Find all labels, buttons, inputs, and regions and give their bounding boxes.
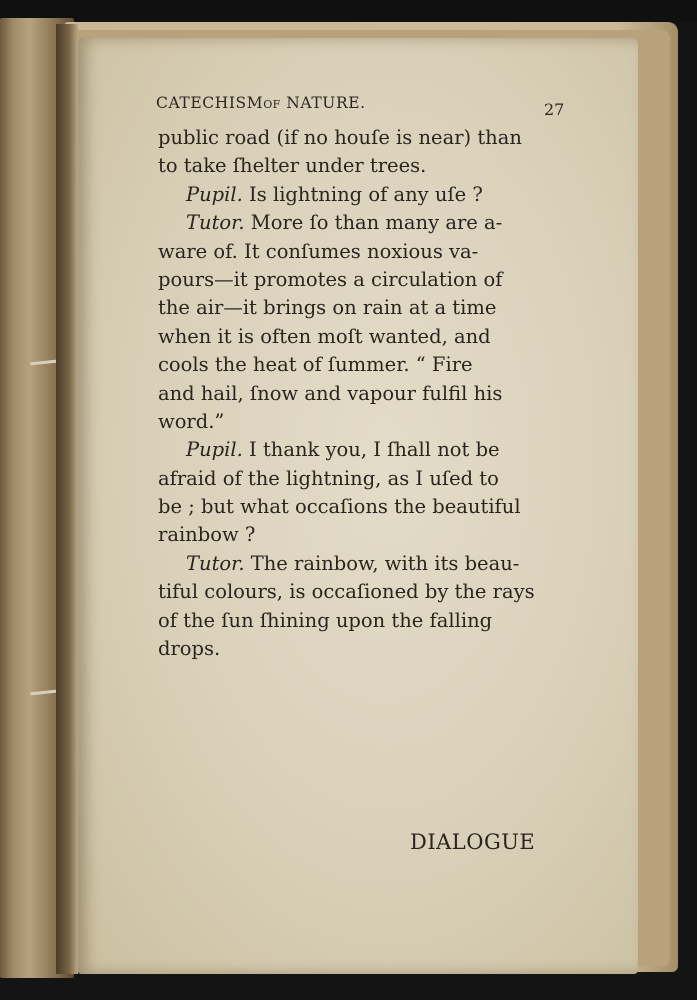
- text-line: [158, 635, 578, 663]
- text-line: [158, 521, 578, 549]
- line-text: of the ſun ſhining upon the falling: [158, 608, 493, 632]
- line-text: and hail, ſnow and vapour fulfil his: [158, 381, 503, 405]
- line-text: More ſo than many are a-: [250, 211, 503, 235]
- page-number: 27: [544, 100, 565, 119]
- line-text: the air—it brings on rain at a time: [158, 296, 497, 320]
- text-line: [158, 181, 578, 209]
- line-text: drops.: [158, 637, 221, 661]
- text-line: [158, 465, 578, 493]
- line-text: The rainbow, with its beau-: [250, 551, 520, 575]
- line-text: to take ſhelter under trees.: [158, 154, 427, 178]
- text-line: [158, 380, 578, 408]
- text-line: [158, 607, 578, 635]
- line-text: when it is often moſt wanted, and: [158, 324, 491, 348]
- text-line: [158, 323, 578, 351]
- page-text: [158, 124, 578, 663]
- line-text: I thank you, I ſhall not be: [249, 438, 500, 462]
- line-text: afraid of the lightning, as I uſed to: [158, 466, 499, 490]
- text-line: [158, 294, 578, 322]
- running-title-main: CATECHISM: [156, 94, 264, 112]
- running-title-of: OF: [263, 98, 281, 111]
- line-text: pours—it promotes a circulation of: [158, 267, 503, 291]
- line-text: word.”: [158, 409, 225, 433]
- catchword: DIALOGUE: [410, 830, 536, 854]
- line-text: tiful colours, is occaſioned by the rays: [158, 580, 535, 604]
- line-text: be ; but what occaſions the beautiful: [158, 495, 521, 519]
- text-line: [158, 238, 578, 266]
- running-title-end: NATURE.: [286, 94, 366, 112]
- background: [0, 0, 697, 22]
- text-line: [158, 550, 578, 578]
- running-head: [156, 94, 576, 112]
- line-text: Is lightning of any uſe ?: [249, 182, 483, 206]
- text-line: [158, 209, 578, 237]
- text-line: [158, 493, 578, 521]
- line-text: cools the heat of ſummer. “ Fire: [158, 353, 473, 377]
- text-line: [158, 124, 578, 152]
- line-text: ware of. It conſumes noxious va-: [158, 239, 479, 263]
- speaker-label: Tutor.: [186, 551, 245, 575]
- text-line: [158, 351, 578, 379]
- line-text: rainbow ?: [158, 523, 256, 547]
- gutter: [56, 24, 78, 974]
- text-line: [158, 152, 578, 180]
- speaker-label: Tutor.: [186, 211, 245, 235]
- text-line: [158, 578, 578, 606]
- text-line: [158, 266, 578, 294]
- speaker-label: Pupil.: [186, 438, 243, 462]
- text-line: [158, 408, 578, 436]
- text-line: [158, 436, 578, 464]
- line-text: public road (if no houſe is near) than: [158, 126, 522, 149]
- speaker-label: Pupil.: [186, 182, 243, 206]
